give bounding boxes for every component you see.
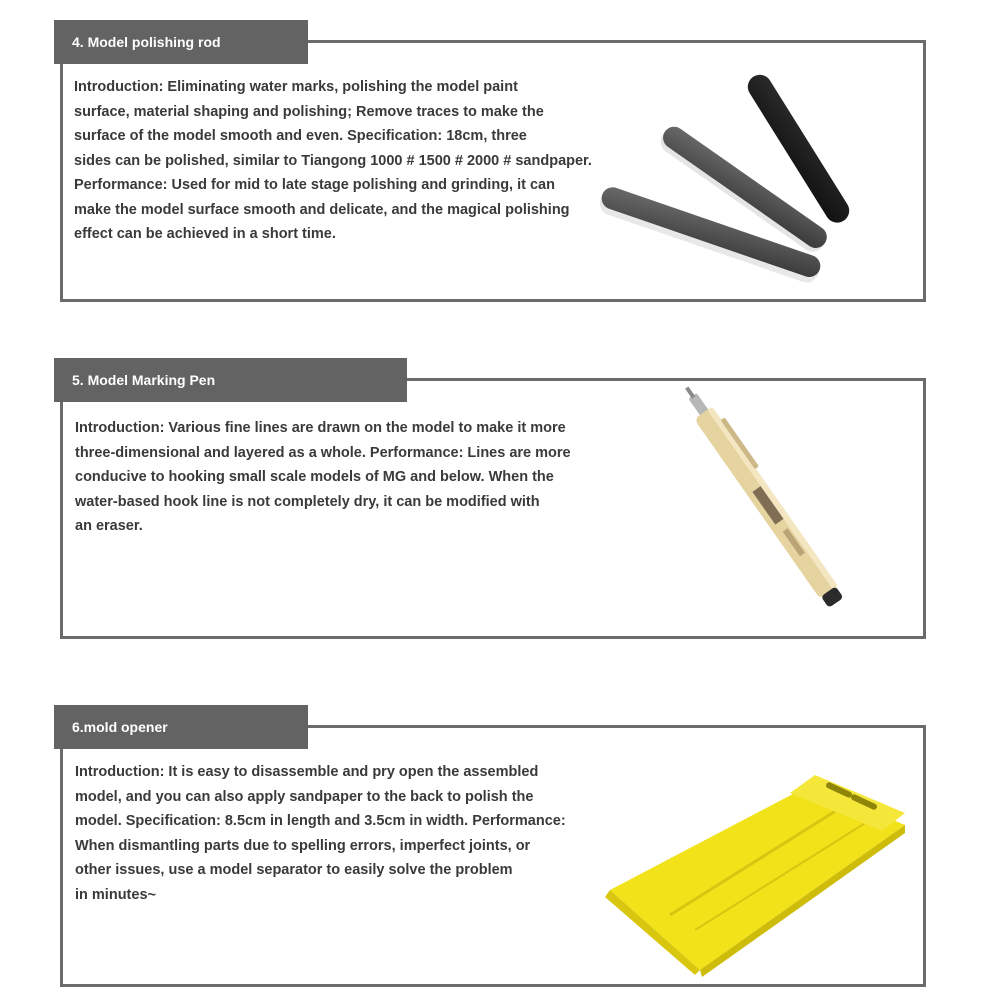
description-line: When dismantling parts due to spelling errors, imperfect joints, or: [75, 837, 531, 854]
section-mold-opener-description: [75, 760, 566, 907]
description-line: an eraser.: [75, 518, 143, 534]
section-marking-pen-title: 5. Model Marking Pen: [54, 358, 407, 402]
description-line: model. Specification: 8.5cm in length and 3.5cm in width. Performance:: [75, 813, 566, 829]
description-line: Introduction: It is easy to disassemble and pry open the assembled: [75, 764, 539, 780]
description-line: effect can be achieved in a short time.: [74, 226, 336, 242]
polishing-sticks-image: [590, 60, 870, 300]
description-line: make the model surface smooth and delicate, and the magical polishing: [74, 201, 570, 218]
description-line: in minutes~: [75, 886, 156, 903]
description-line: Introduction: Various fine lines are drawn on the model to make it more: [75, 420, 566, 436]
description-line: three-dimensional and layered as a whole. Performance: Lines are more: [75, 444, 571, 461]
description-line: other issues, use a model separator to easily solve the problem: [75, 862, 513, 878]
description-line: water-based hook line is not completely dry, it can be modified with: [75, 493, 540, 510]
section-polishing-rod-title: 4. Model polishing rod: [54, 20, 308, 64]
section-mold-opener-title: 6.mold opener: [54, 705, 308, 749]
section-polishing-rod-description: [74, 75, 592, 247]
description-line: surface of the model smooth and even. Specification: 18cm, three: [74, 128, 527, 144]
description-line: Performance: Used for mid to late stage polishing and grinding, it can: [74, 177, 555, 193]
description-line: surface, material shaping and polishing; Remove traces to make the: [74, 103, 544, 120]
description-line: model, and you can also apply sandpaper to the back to polish the: [75, 788, 534, 805]
description-line: conducive to hooking small scale models of MG and below. When the: [75, 469, 554, 485]
section-marking-pen-description: [75, 416, 571, 539]
description-line: Introduction: Eliminating water marks, polishing the model paint: [74, 79, 518, 95]
mold-opener-image: [600, 765, 910, 975]
marking-pen-image: [650, 400, 910, 620]
description-line: sides can be polished, similar to Tiangong 1000 # 1500 # 2000 # sandpaper.: [74, 152, 592, 169]
